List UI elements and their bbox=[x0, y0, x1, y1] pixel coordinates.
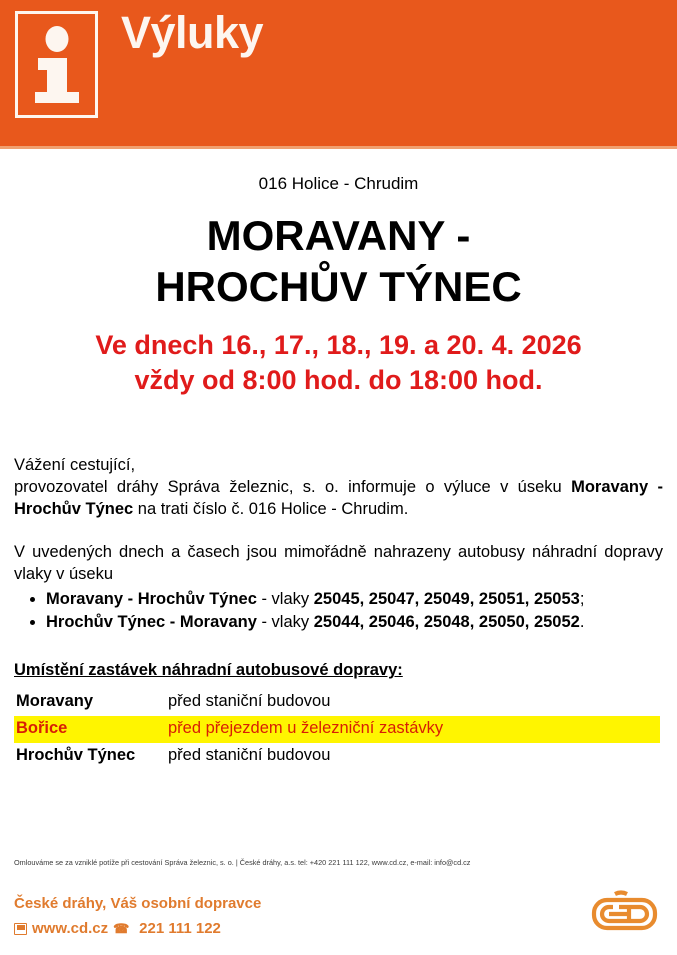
replacement-paragraph: V uvedených dnech a časech jsou mimořádně nahrazeny autobusy náhradní dopravy vlaky v úseku bbox=[14, 542, 663, 583]
closure-title bbox=[14, 210, 663, 312]
phone-icon: ☎ bbox=[113, 920, 130, 936]
monitor-icon bbox=[14, 923, 27, 935]
bullet-1-mid: - vlaky bbox=[256, 590, 314, 609]
salutation-text: Vážení cestující, bbox=[14, 455, 136, 474]
info-icon-foot bbox=[35, 92, 79, 103]
stop-name: Hrochův Týnec bbox=[16, 745, 136, 764]
page-footer bbox=[0, 859, 677, 955]
intro-paragraph-part1: provozovatel dráhy Správa železnic, s. o. informuje o výluce v úseku bbox=[14, 477, 572, 496]
bullet-2-mid: - vlaky bbox=[256, 613, 314, 632]
info-icon-dot bbox=[45, 26, 68, 52]
intro-paragraph-section: Moravany - Hrochův Týnec bbox=[14, 477, 663, 518]
closure-title-line1: MORAVANY - bbox=[206, 212, 471, 259]
footer-disclaimer: Omlouváme se za vzniklé potíže při cestování Správa železnic, s. o. | České dráhy, a.s. tel: +420 221 111 122, www.cd.cz, e-mail: info@cd.cz bbox=[14, 858, 471, 868]
bullet-1-end: ; bbox=[579, 590, 585, 609]
closure-title-line2: HROCHŮV TÝNEC bbox=[155, 263, 522, 311]
footer-slogan: České dráhy, Váš osobní dopravce bbox=[14, 895, 262, 912]
list-item bbox=[46, 588, 663, 610]
closure-dates-line1: Ve dnech 16., 17., 18., 19. a 20. 4. 2026 bbox=[95, 330, 582, 361]
footer-website[interactable]: www.cd.cz bbox=[32, 919, 109, 937]
table-row bbox=[14, 689, 660, 716]
bullet-2-trains: 25044, 25046, 25048, 25050, 25052 bbox=[313, 613, 580, 632]
intro-paragraph bbox=[14, 476, 663, 520]
bullet-2-end: . bbox=[579, 613, 585, 632]
stop-location: před staniční budovou bbox=[168, 692, 331, 711]
closure-dates bbox=[14, 328, 663, 397]
bullet-1-trains: 25045, 25047, 25049, 25051, 25053 bbox=[313, 590, 580, 609]
page-header-banner bbox=[0, 0, 677, 146]
notice-content bbox=[0, 174, 677, 770]
footer-phone[interactable]: 221 111 122 bbox=[139, 919, 221, 937]
cd-logo bbox=[585, 890, 663, 943]
info-icon bbox=[15, 11, 98, 118]
footer-brand-info bbox=[14, 893, 261, 940]
table-row-highlighted bbox=[14, 716, 660, 743]
bullet-1-section: Moravany - Hrochův Týnec bbox=[46, 590, 257, 609]
footer-brand-bar bbox=[0, 890, 677, 955]
route-number-label: 016 Holice - Chrudim bbox=[258, 174, 419, 193]
closure-dates-line2: vždy od 8:00 hod. do 18:00 hod. bbox=[134, 365, 543, 396]
stop-name: Moravany bbox=[16, 692, 94, 711]
page-title: Výluky bbox=[121, 7, 264, 58]
stop-location: před přejezdem u železniční zastávky bbox=[168, 716, 660, 743]
info-icon-stem bbox=[47, 58, 67, 96]
list-item bbox=[46, 611, 663, 633]
table-row bbox=[14, 743, 660, 770]
notice-body bbox=[14, 454, 663, 634]
intro-paragraph-part2: na trati číslo č. 016 Holice - Chrudim. bbox=[133, 499, 409, 518]
bus-stops-table bbox=[14, 689, 660, 769]
bus-stops-heading: Umístění zastávek náhradní autobusové dopravy: bbox=[14, 661, 403, 680]
replacement-train-list bbox=[14, 588, 663, 633]
stop-name: Bořice bbox=[14, 716, 168, 743]
footer-contact-row bbox=[14, 918, 261, 941]
stop-location: před staniční budovou bbox=[168, 745, 331, 764]
bullet-2-section: Hrochův Týnec - Moravany bbox=[46, 613, 257, 632]
banner-underline-divider bbox=[0, 146, 677, 149]
